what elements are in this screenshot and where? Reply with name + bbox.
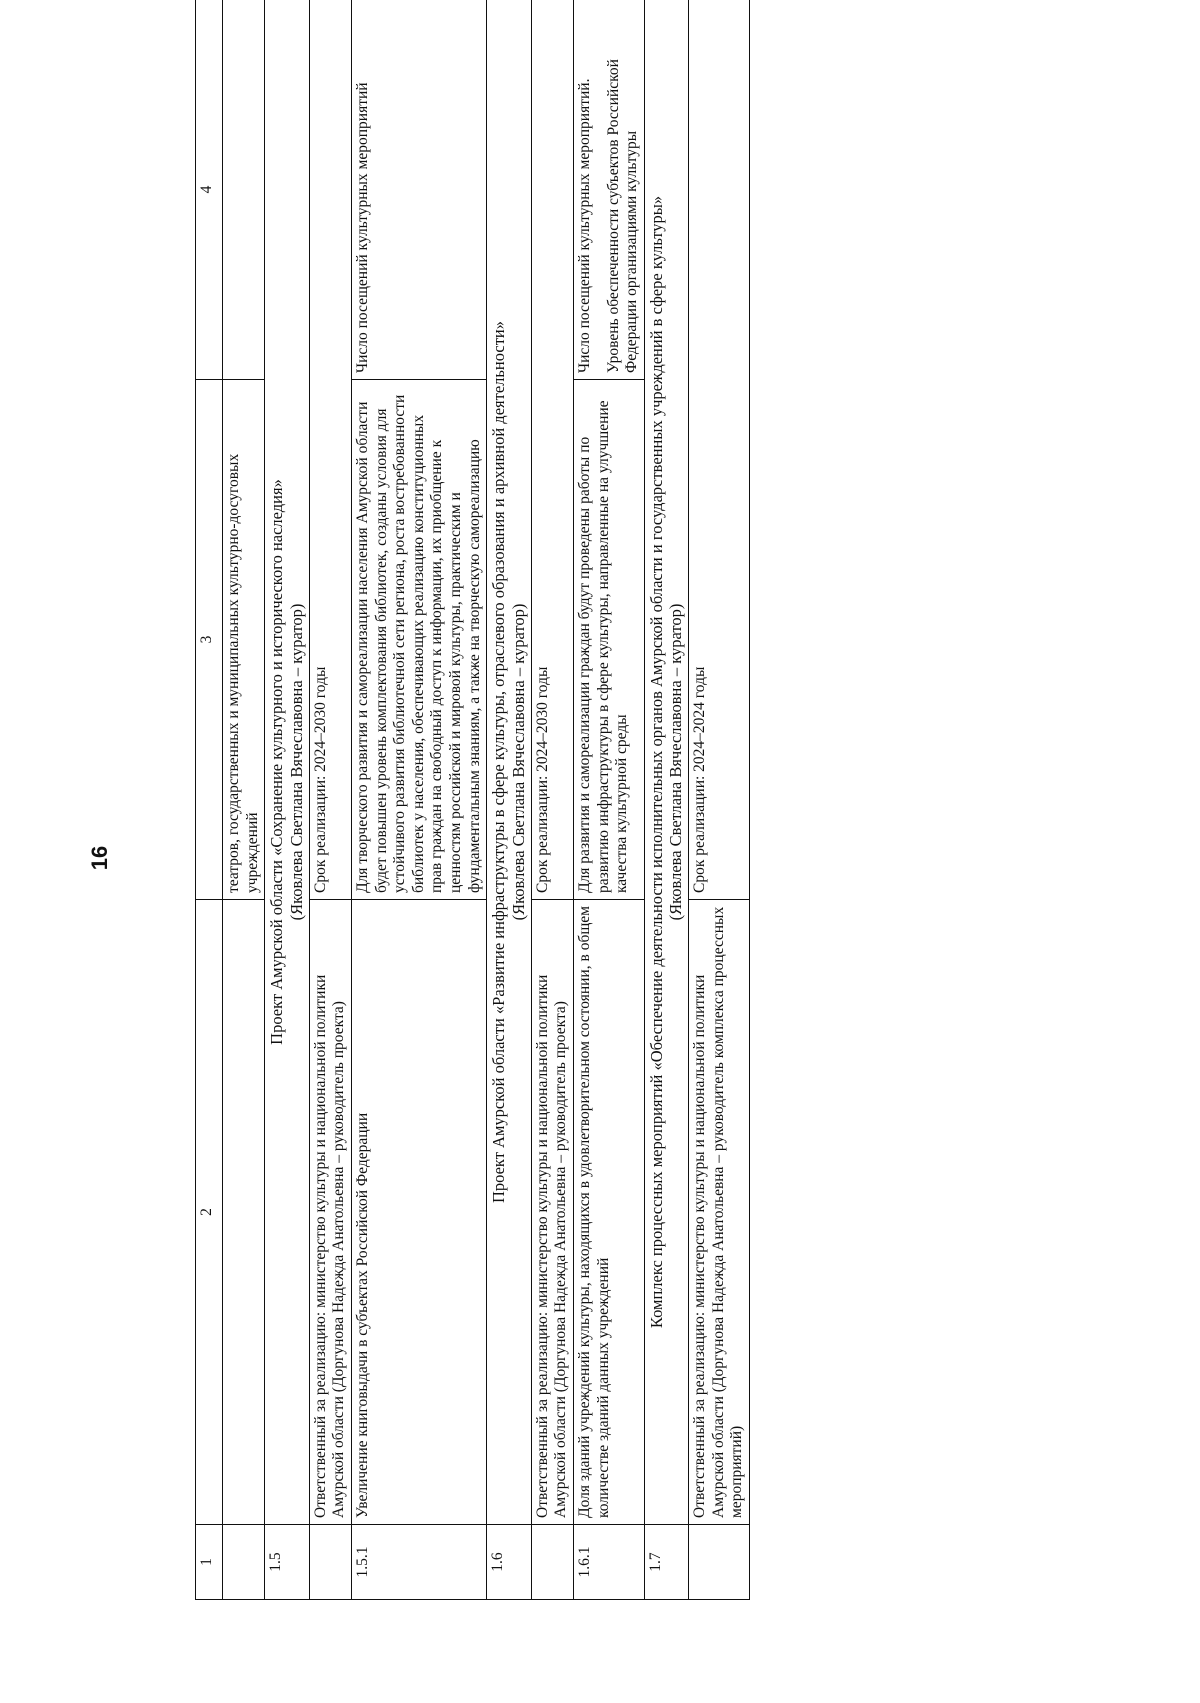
table-row	[223, 0, 265, 1600]
header-col-2: 2	[196, 900, 223, 1525]
row-number: 1.6.1	[573, 1525, 644, 1600]
plan-table	[195, 0, 750, 1600]
table-row	[487, 0, 532, 1600]
complex-title: Комплекс процессных мероприятий «Обеспечение деятельности исполнительных органов Амурской области и государственных учреждений в сфере культуры»	[646, 195, 666, 1329]
indicator-text: Уровень обеспеченности субъектов Российской Федерации организациями культуры	[604, 59, 641, 373]
plan-table-rotated	[195, 0, 1115, 1600]
header-col-1: 1	[196, 1525, 223, 1600]
project-curator: (Яковлева Светлана Вячеславовна – куратор)	[286, 603, 306, 921]
responsible-text: Ответственный за реализацию: министерство культуры и национальной политики Амурской области (Доргунова Надежда Анатольевна – руководитель проекта)	[309, 900, 351, 1525]
indicator-text: Число посещений культурных мероприятий.	[575, 78, 593, 373]
indicator-cell	[573, 0, 644, 380]
header-col-4: 4	[196, 0, 223, 380]
term-text: Срок реализации: 2024–2024 годы	[689, 0, 750, 900]
header-col-3: 3	[196, 380, 223, 900]
row-number: 1.7	[644, 1525, 689, 1600]
indicator-text: Число посещений культурных мероприятий	[351, 0, 486, 380]
carryover-result: театров, государственных и муниципальных культурно-досуговых учреждений	[223, 380, 265, 900]
complex-curator: (Яковлева Светлана Вячеславовна – куратор)	[666, 603, 686, 921]
table-row	[309, 0, 351, 1600]
table-header-row	[196, 0, 223, 1600]
complex-title-cell	[644, 0, 689, 1525]
responsible-text: Ответственный за реализацию: министерство культуры и национальной политики Амурской области (Доргунова Надежда Анатольевна – руководитель комплекса процессных мероприятий)	[689, 900, 750, 1525]
result-text: Для развития и самореализации граждан будут проведены работы по развитию инфраструктуры в сфере культуры, направленные на улучшение качества культурной среды	[573, 380, 644, 900]
project-title: Проект Амурской области «Сохранение культурного и исторического наследия»	[267, 479, 287, 1045]
table-row	[351, 0, 486, 1600]
project-curator: (Яковлева Светлана Вячеславовна – куратор)	[508, 603, 528, 921]
responsible-text: Ответственный за реализацию: министерство культуры и национальной политики Амурской области (Доргунова Надежда Анатольевна – руководитель проекта)	[531, 900, 573, 1525]
table-row	[689, 0, 750, 1600]
term-text: Срок реализации: 2024–2030 годы	[309, 0, 351, 900]
term-text: Срок реализации: 2024–2030 годы	[531, 0, 573, 900]
project-title: Проект Амурской области «Развитие инфраструктуры в сфере культуры, отраслевого образования и архивной деятельности»	[489, 320, 509, 1204]
row-number: 1.6	[487, 1525, 532, 1600]
project-title-cell	[487, 0, 532, 1525]
table-row	[531, 0, 573, 1600]
table-row	[265, 0, 310, 1600]
task-text: Увеличение книговыдачи в субъектах Российской Федерации	[351, 900, 486, 1525]
task-text: Доля зданий учреждений культуры, находящихся в удовлетворительном состоянии, в общем количестве зданий данных учреждений	[573, 900, 644, 1525]
table-row	[573, 0, 644, 1600]
project-title-cell	[265, 0, 310, 1525]
row-number: 1.5.1	[351, 1525, 486, 1600]
page-number: 16	[87, 845, 112, 871]
row-number: 1.5	[265, 1525, 310, 1600]
table-row	[644, 0, 689, 1600]
result-text: Для творческого развития и самореализации населения Амурской области будет повышен уровень комплектования библиотек, созданы условия для устойчивого развития библиотечной сети региона, роста востребованности библиотек у населения, обеспечивающих реализацию конституционных прав граждан на свободный доступ к информации, их приобщение к ценностям российской и мировой культуры, практическим и фундаментальным знаниям, а также на творческую самореализацию	[351, 380, 486, 900]
